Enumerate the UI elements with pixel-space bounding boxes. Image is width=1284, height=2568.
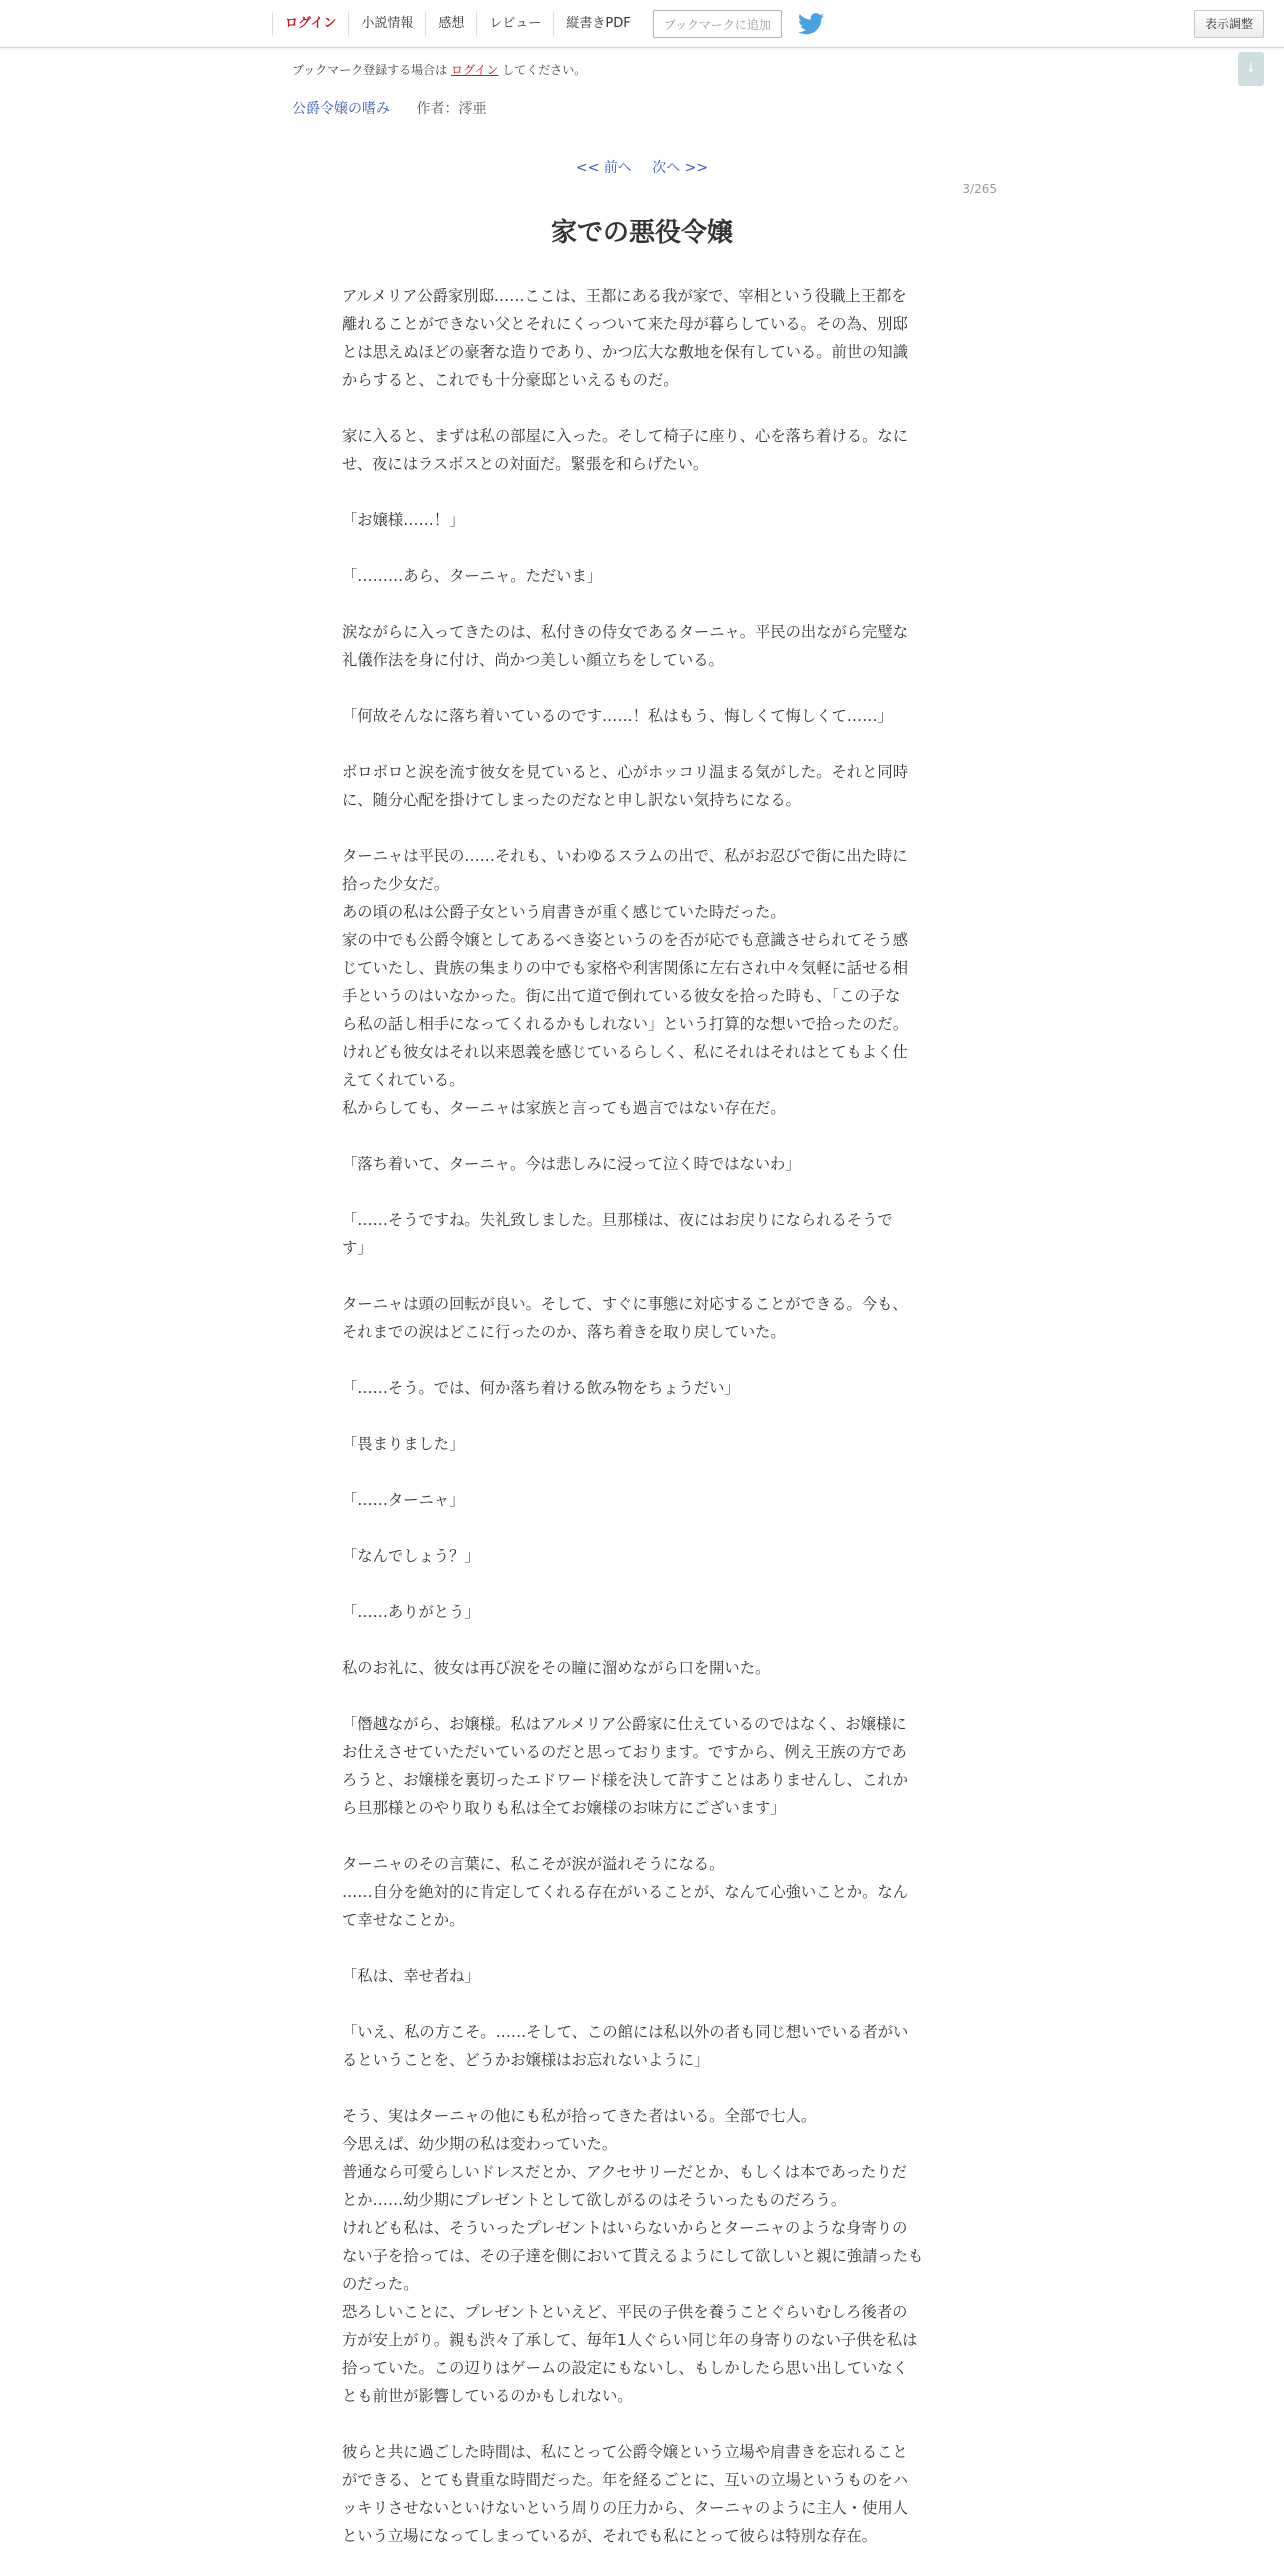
- blank-line: [342, 2074, 942, 2102]
- chapter-body: [342, 282, 942, 2550]
- body-line: ターニャは頭の回転が良い。そして、すぐに事態に対応することができる。今も、: [342, 1295, 908, 1313]
- chapter-title: 家での悪役令嬢: [550, 218, 733, 248]
- blank-line: [342, 730, 942, 758]
- author-label: 作者：澪亜: [416, 101, 487, 117]
- body-line: 拾っていた。この辺りはゲームの設定にもないし、もしかしたら思い出していなく: [342, 2359, 908, 2377]
- body-line: お仕えさせていただいているのだと思っております。ですから、例え王族の方であ: [342, 1743, 907, 1761]
- body-line: ッキリさせないといけないという周りの圧力から、ターニャのように主人・使用人: [342, 2499, 908, 2517]
- body-line: るということを、どうかお嬢様はお忘れないように」: [342, 2051, 710, 2069]
- body-line: 私のお礼に、彼女は再び涙をその瞳に溜めながら口を開いた。: [342, 1659, 771, 1677]
- body-line: 「……そうですね。失礼致しました。旦那様は、夜にはお戻りになられるそうで: [342, 1211, 893, 1229]
- novel-title-link[interactable]: 公爵令嬢の嗜み: [292, 101, 390, 117]
- body-line: 恐ろしいことに、プレゼントといえど、平民の子供を養うことぐらいむしろ後者の: [342, 2303, 908, 2321]
- prev-chapter-link[interactable]: << 前へ: [575, 160, 632, 176]
- blank-line: [342, 534, 942, 562]
- blank-line: [342, 478, 942, 506]
- body-line: に、随分心配を掛けてしまったのだなと申し訳ない気持ちになる。: [342, 791, 801, 809]
- body-line: という立場になってしまっているが、それでも私にとって彼らは特別な存在。: [342, 2527, 878, 2545]
- body-line: けれども私は、そういったプレゼントはいらないからとターニャのような身寄りの: [342, 2219, 908, 2237]
- blank-line: [342, 814, 942, 842]
- blank-line: [342, 1682, 942, 1710]
- body-line: ができる、とても貴重な時間だった。年を経るごとに、互いの立場というものをハ: [342, 2471, 908, 2489]
- body-line: からすると、これでも十分豪邸といえるものだ。: [342, 371, 679, 389]
- body-line: 「……そう。では、何か落ち着ける飲み物をちょうだい」: [342, 1379, 740, 1397]
- body-line: 家に入ると、まずは私の部屋に入った。そして椅子に座り、心を落ち着ける。なに: [342, 427, 908, 445]
- body-line: 「落ち着いて、ターニャ。今は悲しみに浸って泣く時ではないわ」: [342, 1155, 801, 1173]
- chapter-pager: [0, 157, 1284, 177]
- body-line: 礼儀作法を身に付け、尚かつ美しい顔立ちをしている。: [342, 651, 724, 669]
- body-line: 家の中でも公爵令嬢としてあるべき姿というのを否が応でも意識させられてそう感: [342, 931, 908, 949]
- body-line: とは思えぬほどの豪奢な造りであり、かつ広大な敷地を保有している。前世の知識: [342, 343, 908, 361]
- body-line: ない子を拾っては、その子達を側において貰えるようにして欲しいと親に強請ったも: [342, 2247, 924, 2265]
- body-line: 普通なら可愛らしいドレスだとか、アクセサリーだとか、もしくは本であったりだ: [342, 2163, 907, 2181]
- blank-line: [342, 1934, 942, 1962]
- nav-review-link[interactable]: レビュー: [476, 12, 553, 36]
- top-navigation-bar: [0, 0, 1284, 48]
- blank-line: [342, 2410, 942, 2438]
- body-line: アルメリア公爵家別邸……ここは、王都にある我が家で、宰相という役職上王都を: [342, 287, 907, 305]
- nav-novel-info-link[interactable]: 小説情報: [348, 12, 425, 36]
- blank-line: [342, 674, 942, 702]
- notice-login-link[interactable]: ログイン: [451, 63, 499, 77]
- body-line: あの頃の私は公爵子女という肩書きが重く感じていた時だった。: [342, 903, 786, 921]
- add-bookmark-button[interactable]: ブックマークに追加: [653, 10, 782, 38]
- body-line: 拾った少女だ。: [342, 875, 450, 893]
- body-line: て幸せなことか。: [342, 1911, 465, 1929]
- body-line: 今思えば、幼少期の私は変わっていた。: [342, 2135, 618, 2153]
- chapter-page-count: 3/265: [962, 182, 997, 196]
- blank-line: [342, 1122, 942, 1150]
- scroll-down-tab[interactable]: ↓: [1238, 52, 1264, 86]
- body-line: ら旦那様とのやり取りも私は全てお嬢様のお味方にございます」: [342, 1799, 786, 1817]
- body-line: 「いえ、私の方こそ。……そして、この館には私以外の者も同じ想いでいる者がい: [342, 2023, 909, 2041]
- body-line: 「……ターニャ」: [342, 1491, 465, 1509]
- body-line: それまでの涙はどこに行ったのか、落ち着きを取り戻していた。: [342, 1323, 786, 1341]
- body-line: 「私は、幸せ者ね」: [342, 1967, 480, 1985]
- blank-line: [342, 1570, 942, 1598]
- body-line: 彼らと共に過ごした時間は、私にとって公爵令嬢という立場や肩書きを忘れること: [342, 2443, 908, 2461]
- body-line: ターニャのその言葉に、私こそが涙が溢れそうになる。: [342, 1855, 725, 1873]
- body-line: す」: [342, 1239, 373, 1257]
- nav-login-link[interactable]: ログイン: [272, 12, 348, 36]
- next-chapter-link[interactable]: 次へ >>: [652, 160, 709, 176]
- blank-line: [342, 1178, 942, 1206]
- notice-text-after: してください。: [502, 63, 587, 77]
- body-line: そう、実はターニャの他にも私が拾ってきた者はいる。全部で七人。: [342, 2107, 817, 2125]
- body-line: のだった。: [342, 2275, 419, 2293]
- body-line: えてくれている。: [342, 1071, 465, 1089]
- blank-line: [342, 1458, 942, 1486]
- body-line: けれども彼女はそれ以来恩義を感じているらしく、私にそれはそれはとてもよく仕: [342, 1043, 908, 1061]
- blank-line: [342, 1514, 942, 1542]
- blank-line: [342, 590, 942, 618]
- body-line: 「畏まりました」: [342, 1435, 465, 1453]
- bookmark-login-notice: [292, 61, 586, 78]
- body-line: 方が安上がり。親も渋々了承して、毎年1人ぐらい同じ年の身寄りのない子供を私は: [342, 2331, 918, 2349]
- blank-line: [342, 1346, 942, 1374]
- body-line: 離れることができない父とそれにくっついて来た母が暮らしている。その為、別邸: [342, 315, 908, 333]
- twitter-icon[interactable]: [798, 13, 824, 35]
- body-line: 私からしても、ターニャは家族と言っても過言ではない存在だ。: [342, 1099, 786, 1117]
- body-line: 「なんでしょう？」: [342, 1547, 480, 1565]
- nav-impressions-link[interactable]: 感想: [425, 12, 476, 36]
- notice-text-before: ブックマーク登録する場合は: [292, 63, 448, 77]
- body-line: とか……幼少期にプレゼントとして欲しがるのはそういったものだろう。: [342, 2191, 847, 2209]
- body-line: ターニャは平民の……それも、いわゆるスラムの出で、私がお忍びで街に出た時に: [342, 847, 908, 865]
- body-line: とも前世が影響しているのかもしれない。: [342, 2387, 633, 2405]
- body-line: 「……ありがとう」: [342, 1603, 480, 1621]
- body-line: 「………あら、ターニャ。ただいま」: [342, 567, 603, 585]
- novel-info: [292, 98, 486, 118]
- body-line: ……自分を絶対的に肯定してくれる存在がいることが、なんて心強いことか。なん: [342, 1883, 908, 1901]
- blank-line: [342, 1822, 942, 1850]
- blank-line: [342, 1402, 942, 1430]
- blank-line: [342, 1626, 942, 1654]
- body-line: 「何故そんなに落ち着いているのです……！私はもう、悔しくて悔しくて……」: [342, 707, 893, 725]
- body-line: 「お嬢様……！」: [342, 511, 465, 529]
- body-line: ろうと、お嬢様を裏切ったエドワード様を決して許すことはありませんし、これか: [342, 1771, 908, 1789]
- blank-line: [342, 1262, 942, 1290]
- body-line: ら私の話し相手になってくれるかもしれない」という打算的な想いで拾ったのだ。: [342, 1015, 908, 1033]
- nav-vertical-pdf-link[interactable]: 縦書きPDF: [553, 12, 642, 36]
- blank-line: [342, 394, 942, 422]
- blank-line: [342, 1990, 942, 2018]
- body-line: ボロボロと涙を流す彼女を見ていると、心がホッコリ温まる気がした。それと同時: [342, 763, 908, 781]
- body-line: せ、夜にはラスボスとの対面だ。緊張を和らげたい。: [342, 455, 709, 473]
- body-line: 「僭越ながら、お嬢様。私はアルメリア公爵家に仕えているのではなく、お嬢様に: [342, 1715, 907, 1733]
- body-line: 手というのはいなかった。街に出て道で倒れている彼女を拾った時も、「この子な: [342, 987, 901, 1005]
- display-settings-button[interactable]: 表示調整: [1194, 10, 1264, 38]
- body-line: 涙ながらに入ってきたのは、私付きの侍女であるターニャ。平民の出ながら完璧な: [342, 623, 908, 641]
- nav-menu: [272, 6, 824, 42]
- body-line: じていたし、貴族の集まりの中でも家格や利害関係に左右され中々気軽に話せる相: [342, 959, 908, 977]
